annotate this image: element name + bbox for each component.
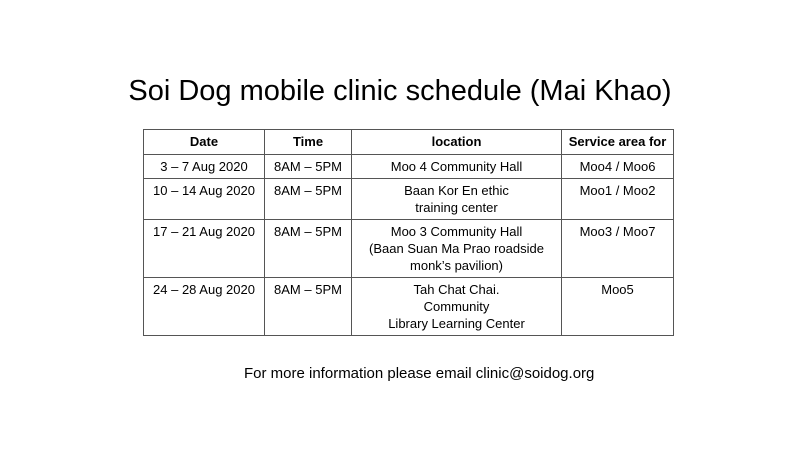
cell-service-area: Moo5 bbox=[562, 278, 674, 336]
location-line: monk’s pavilion) bbox=[410, 258, 503, 273]
cell-time: 8AM – 5PM bbox=[265, 278, 352, 336]
cell-date: 17 – 21 Aug 2020 bbox=[144, 220, 265, 278]
contact-info-text: For more information please email clinic@soidog.org bbox=[244, 365, 595, 382]
cell-location bbox=[352, 155, 562, 179]
cell-date: 3 – 7 Aug 2020 bbox=[144, 155, 265, 179]
cell-location bbox=[352, 278, 562, 336]
cell-time: 8AM – 5PM bbox=[265, 179, 352, 220]
cell-time: 8AM – 5PM bbox=[265, 220, 352, 278]
header-date: Date bbox=[144, 130, 265, 155]
location-line: Tah Chat Chai. bbox=[413, 282, 500, 297]
cell-service-area: Moo3 / Moo7 bbox=[562, 220, 674, 278]
header-service-area: Service area for bbox=[562, 130, 674, 155]
cell-date: 10 – 14 Aug 2020 bbox=[144, 179, 265, 220]
table-row bbox=[144, 220, 674, 278]
location-line: Moo 3 Community Hall bbox=[390, 224, 523, 239]
location-line: Moo 4 Community Hall bbox=[390, 159, 523, 174]
header-time: Time bbox=[265, 130, 352, 155]
cell-location bbox=[352, 220, 562, 278]
cell-service-area: Moo1 / Moo2 bbox=[562, 179, 674, 220]
table-row bbox=[144, 155, 674, 179]
table-row bbox=[144, 179, 674, 220]
location-line: Library Learning Center bbox=[388, 316, 525, 331]
location-line: Community bbox=[423, 299, 490, 314]
schedule-table bbox=[143, 129, 674, 336]
location-line: Baan Kor En ethic bbox=[404, 183, 509, 198]
cell-date: 24 – 28 Aug 2020 bbox=[144, 278, 265, 336]
page-title: Soi Dog mobile clinic schedule (Mai Khao) bbox=[128, 75, 672, 107]
header-location: location bbox=[352, 130, 562, 155]
location-line: training center bbox=[415, 200, 498, 215]
location-line: (Baan Suan Ma Prao roadside bbox=[369, 241, 544, 256]
cell-time: 8AM – 5PM bbox=[265, 155, 352, 179]
table-header-row bbox=[144, 130, 674, 155]
cell-location bbox=[352, 179, 562, 220]
table-row bbox=[144, 278, 674, 336]
cell-service-area: Moo4 / Moo6 bbox=[562, 155, 674, 179]
